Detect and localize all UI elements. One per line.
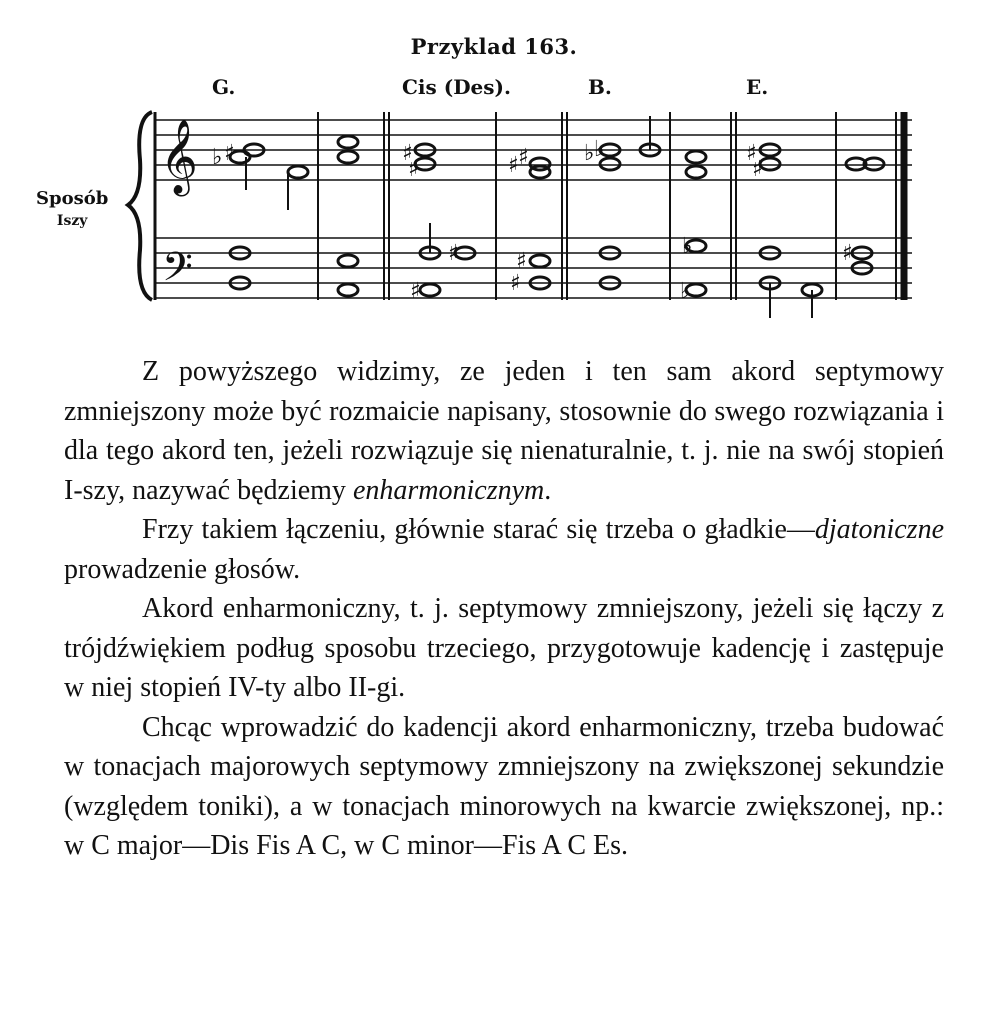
side-label-line1: Sposób (36, 188, 109, 209)
music-score (0, 90, 988, 330)
bass-clef-icon: 𝄢 (162, 244, 193, 300)
svg-text:♯: ♯ (516, 249, 527, 274)
key-label-b: B. (588, 75, 612, 99)
chord-notes (230, 136, 884, 296)
key-label-g: G. (212, 75, 236, 99)
svg-text:♯: ♯ (508, 153, 519, 178)
note-stems (246, 116, 812, 318)
svg-text:♯: ♯ (518, 145, 529, 170)
svg-text:♯: ♯ (408, 157, 419, 182)
svg-text:♯: ♯ (510, 271, 521, 296)
paragraph-4: Chcąc wprowadzić do kadencji akord enharmoniczny, trzeba budować w tonacjach majorowych septymowy zmniejszony na zwiększonej sekundzie (względem toniki), a w tonacjach minorowych na kwarcie zwiększonej, np.: w C major—Dis Fis A C, w C minor—Fis A C Es. (64, 711, 944, 861)
svg-text:♭: ♭ (680, 279, 691, 304)
system-brace (128, 112, 152, 300)
svg-text:♯: ♯ (448, 241, 459, 266)
example-title: Przyklad 163. (410, 34, 578, 59)
key-label-cis: Cis (Des). (402, 75, 511, 99)
svg-text:♭: ♭ (584, 141, 595, 166)
body-text (64, 352, 944, 866)
paragraph-1: Z powyższego widzimy, ze jeden i ten sam akord septymowy zmniejszony może być rozmaicie napisany, stosownie do swego rozwiązania i dla tego akord ten, jeżeli rozwiązuje się nienaturalnie, t. j. nie na swój stopień I-szy, nazywać będziemy enharmonicznym. (64, 356, 944, 506)
svg-text:♯: ♯ (224, 141, 235, 166)
paragraph-2: Frzy takiem łączeniu, głównie starać się trzeba o gładkie—djatoniczne prowadzenie głosów. (64, 514, 944, 585)
treble-staff (155, 120, 912, 180)
treble-clef-icon: 𝄞 (160, 120, 198, 194)
svg-text:♭: ♭ (682, 234, 693, 259)
svg-text:♯: ♯ (402, 141, 413, 166)
side-label-line2: Iszy (56, 213, 88, 229)
svg-text:♯: ♯ (752, 157, 763, 182)
key-label-e: E. (746, 75, 769, 99)
paragraph-3: Akord enharmoniczny, t. j. septymowy zmniejszony, jeżeli się łączy z trójdźwiękiem podług sposobu trzeciego, przygotowuje kadencję i zastępuje w niej stopień IV-ty albo II-gi. (64, 593, 944, 703)
svg-text:♭: ♭ (212, 145, 223, 170)
svg-text:♯: ♯ (746, 141, 757, 166)
svg-text:♭: ♭ (594, 137, 605, 162)
svg-text:♯: ♯ (842, 241, 853, 266)
barlines (155, 112, 904, 300)
svg-text:♯: ♯ (410, 279, 421, 304)
